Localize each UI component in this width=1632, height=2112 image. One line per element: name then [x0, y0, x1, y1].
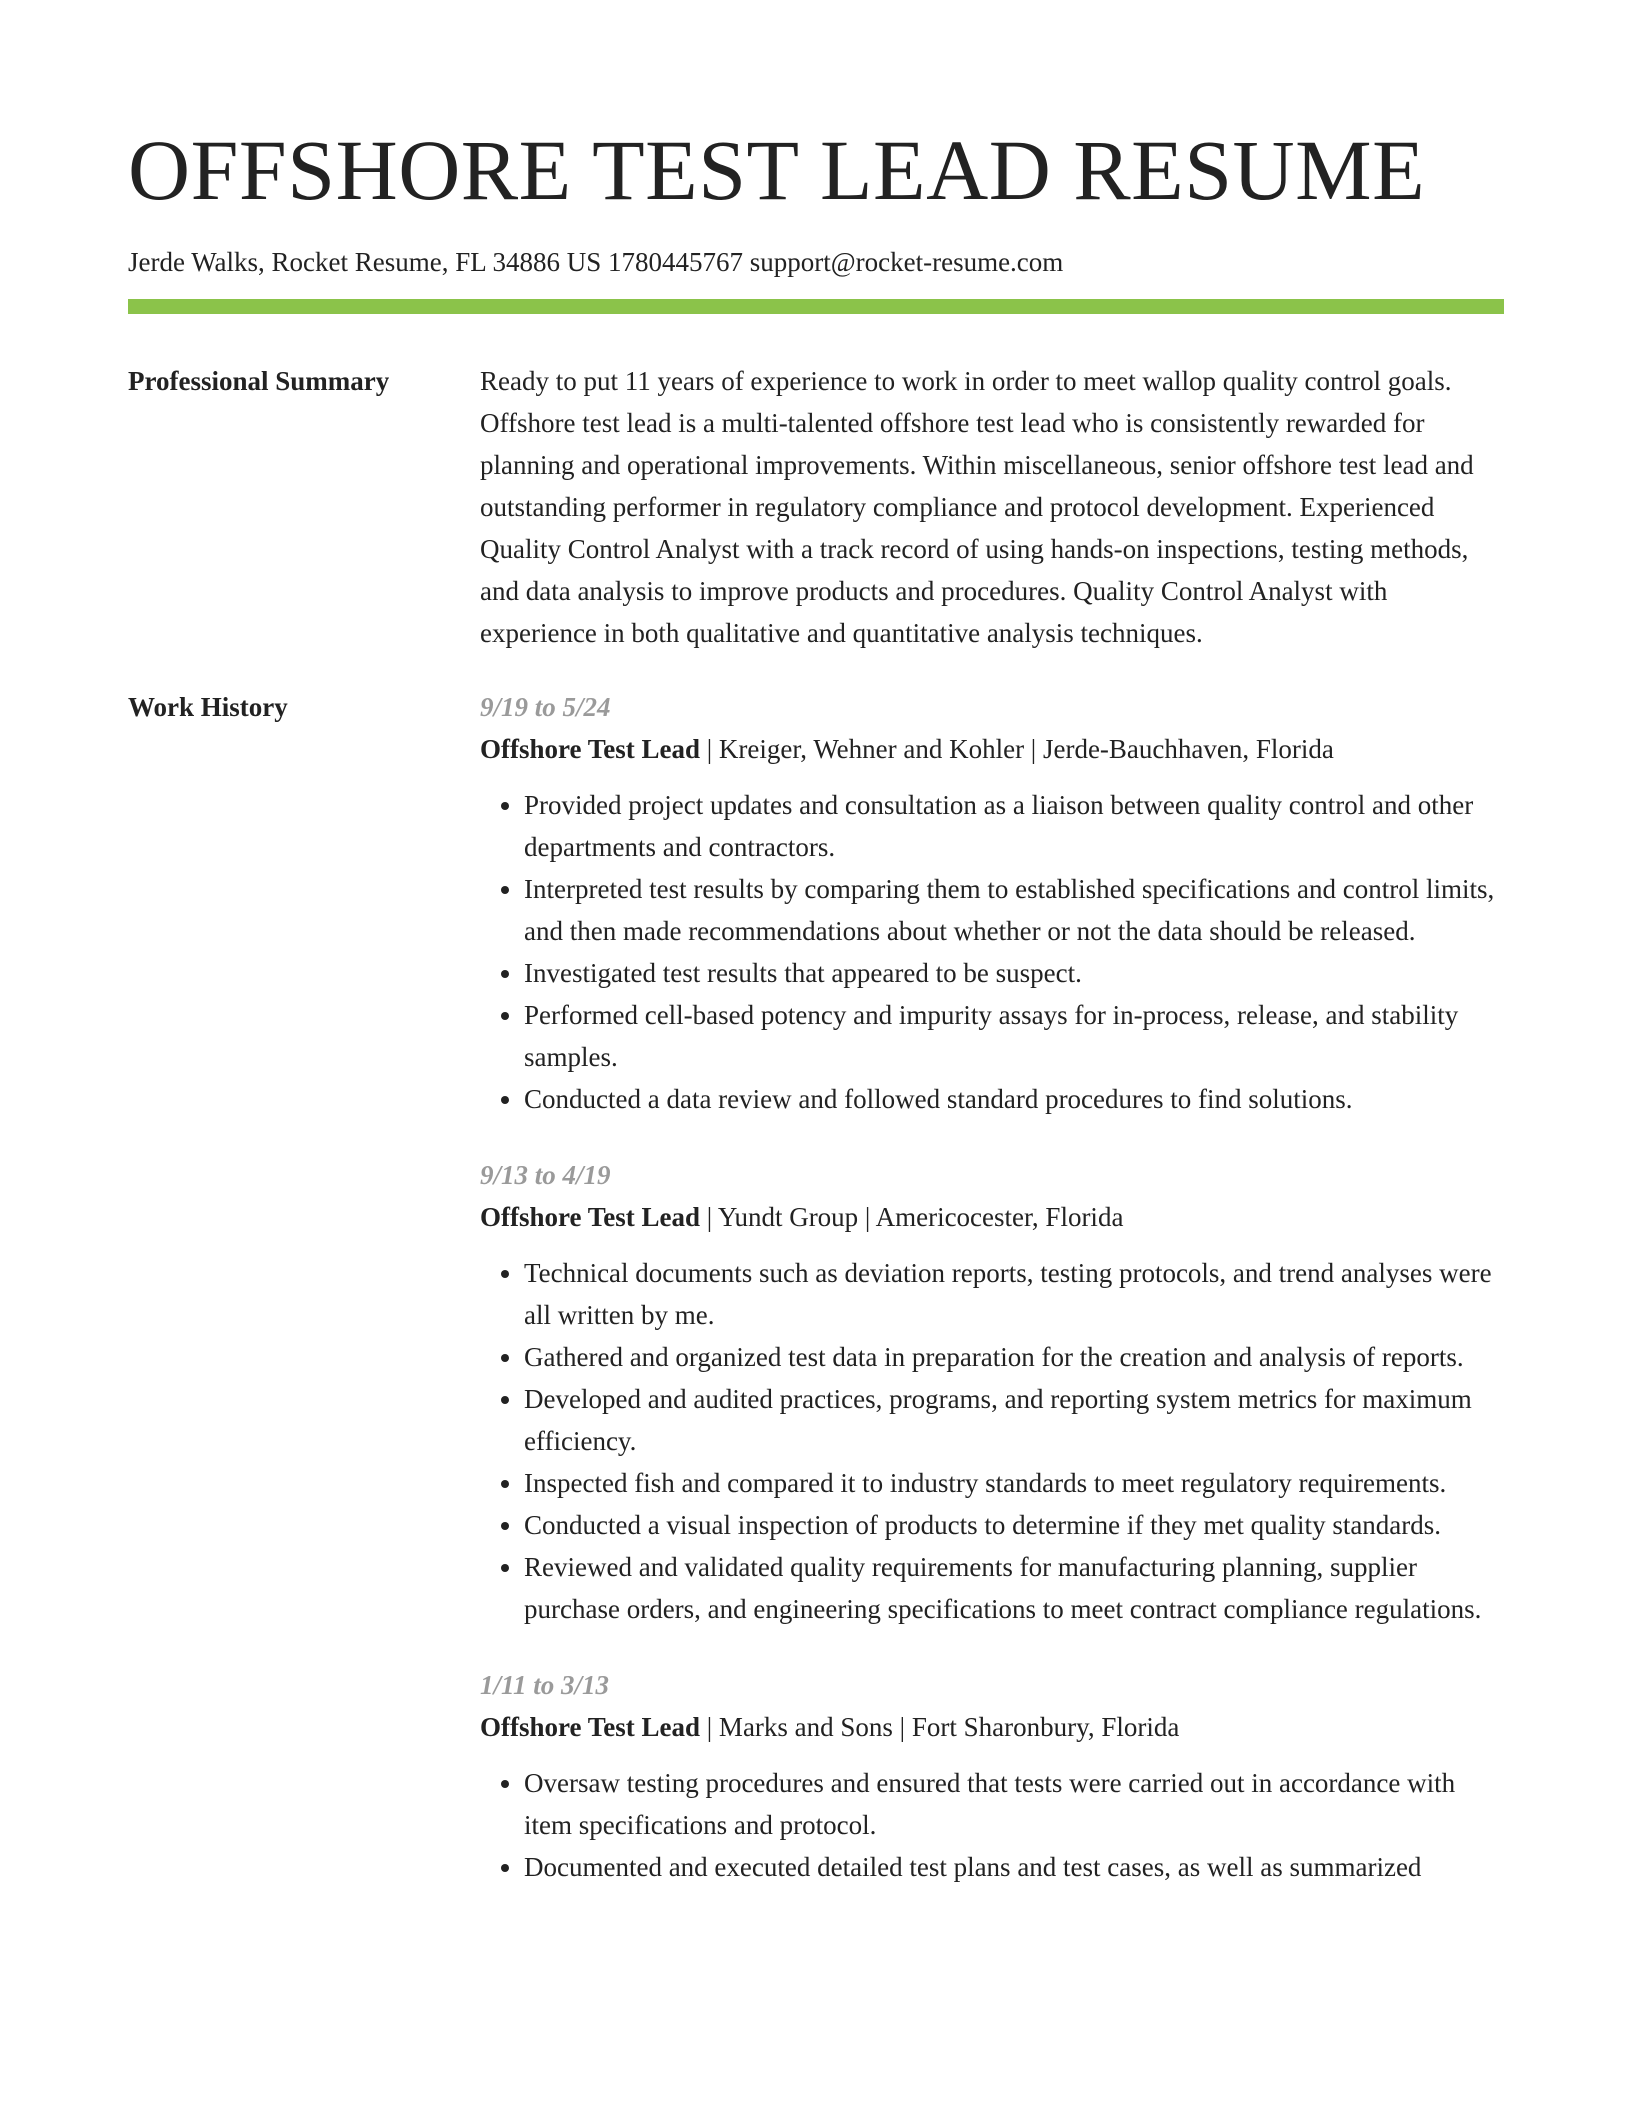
job-title: Offshore Test Lead	[480, 1712, 701, 1742]
contact-line: Jerde Walks, Rocket Resume, FL 34886 US 1780445767 support@rocket-resume.com	[128, 247, 1064, 277]
job-bullets	[480, 1252, 1504, 1630]
job-heading	[480, 728, 1504, 770]
job-bullet: • Oversaw testing procedures and ensured that tests were carried out in accordance with item specifications and protocol.	[524, 1762, 1504, 1846]
job-bullet: • Conducted a visual inspection of products to determine if they met quality standards.	[524, 1504, 1504, 1546]
job-heading	[480, 1196, 1504, 1238]
job-bullet: • Developed and audited practices, programs, and reporting system metrics for maximum efficiency.	[524, 1378, 1504, 1462]
header-divider	[128, 299, 1504, 314]
job-entry	[480, 1664, 1504, 1888]
job-title: Offshore Test Lead	[480, 734, 701, 764]
work-history-body	[480, 686, 1504, 1922]
job-bullets	[480, 784, 1504, 1120]
job-entry	[480, 1154, 1504, 1630]
resume-page	[128, 0, 1504, 1922]
work-history-section	[128, 686, 1504, 1922]
job-bullet: • Documented and executed detailed test plans and test cases, as well as summarized	[524, 1846, 1504, 1888]
job-bullet: • Reviewed and validated quality requirements for manufacturing planning, supplier purchase orders, and engineering specifications to meet contract compliance regulations.	[524, 1546, 1504, 1630]
job-details: | Kreiger, Wehner and Kohler | Jerde-Bauchhaven, Florida	[700, 734, 1334, 764]
job-heading	[480, 1706, 1504, 1748]
page-title: OFFSHORE TEST LEAD RESUME	[128, 122, 1426, 218]
summary-body	[480, 360, 1504, 654]
job-bullet: • Investigated test results that appeared to be suspect.	[524, 952, 1504, 994]
job-dates: 9/19 to 5/24	[480, 692, 611, 722]
work-history-label: Work History	[128, 692, 288, 722]
job-bullets	[480, 1762, 1504, 1888]
job-title: Offshore Test Lead	[480, 1202, 701, 1232]
job-details: | Marks and Sons | Fort Sharonbury, Florida	[700, 1712, 1180, 1742]
summary-label: Professional Summary	[128, 366, 390, 396]
job-bullet: • Interpreted test results by comparing them to established specifications and control limits, and then made recommendations about whether or not the data should be released.	[524, 868, 1504, 952]
summary-text: Ready to put 11 years of experience to work in order to meet wallop quality control goals. Offshore test lead is a multi-talented offshore test lead who is consistently rewarded for planning and operational improvements. Within miscellaneous, senior offshore test lead and outstanding performer in regulatory compliance and protocol development. Experienced Quality Control Analyst with a track record of using hands-on inspections, testing methods, and data analysis to improve products and procedures. Quality Control Analyst with experience in both qualitative and quantitative analysis techniques.	[480, 366, 1474, 648]
job-bullet: • Performed cell-based potency and impurity assays for in-process, release, and stability samples.	[524, 994, 1504, 1078]
job-dates: 1/11 to 3/13	[480, 1670, 610, 1700]
job-entry	[480, 686, 1504, 1120]
job-details: | Yundt Group | Americocester, Florida	[700, 1202, 1124, 1232]
job-dates: 9/13 to 4/19	[480, 1160, 611, 1190]
job-bullet: • Gathered and organized test data in preparation for the creation and analysis of reports.	[524, 1336, 1504, 1378]
job-bullet: • Technical documents such as deviation reports, testing protocols, and trend analyses were all written by me.	[524, 1252, 1504, 1336]
job-bullet: • Inspected fish and compared it to industry standards to meet regulatory requirements.	[524, 1462, 1504, 1504]
job-bullet: • Conducted a data review and followed standard procedures to find solutions.	[524, 1078, 1504, 1120]
summary-section	[128, 360, 1504, 654]
job-bullet: • Provided project updates and consultation as a liaison between quality control and other departments and contractors.	[524, 784, 1504, 868]
